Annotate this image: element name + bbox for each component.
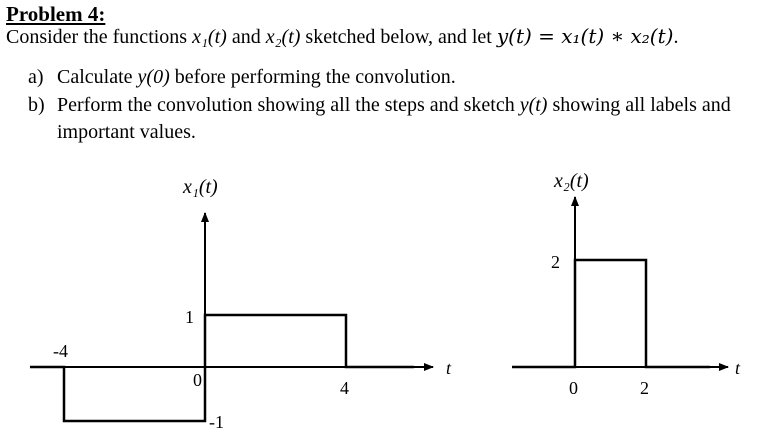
plot-x1-tick-neg1: -1: [209, 412, 224, 432]
part-b-text-after: showing all labels and: [547, 94, 731, 116]
plot-x1-tick-neg4: -4: [53, 341, 68, 361]
plot-x1-ylabel: x₁(t): [183, 176, 218, 198]
plot-x2: [512, 170, 741, 398]
intro-text-mid: and: [226, 26, 266, 48]
intro-text-before: Consider the functions: [6, 26, 193, 48]
plot-x2-xlabel: t: [735, 358, 741, 378]
plot-x2-tick-2x: 2: [640, 378, 649, 398]
part-a-label: a): [28, 66, 44, 88]
plot-x1-xlabel: t: [446, 358, 452, 378]
plot-x1-tick-1: 1: [185, 307, 194, 327]
part-b-line2: important values.: [57, 121, 196, 143]
plot-x2-tick-origin: 0: [569, 378, 578, 398]
part-a-expr: y(0): [137, 66, 170, 88]
plot-x2-tick-2y: 2: [551, 252, 560, 272]
intro-end: .: [673, 26, 679, 48]
plot-x1: [30, 176, 452, 432]
problem-title: Problem 4:: [6, 2, 106, 26]
intro-equation: y(t) = x₁(t) ∗ x₂(t): [496, 24, 674, 48]
part-b-label: b): [28, 94, 45, 116]
part-b-text-before: Perform the convolution showing all the steps and sketch: [57, 94, 520, 116]
part-b-expr: y(t): [519, 94, 548, 116]
intro-fn1: x₁(t): [192, 26, 227, 48]
part-a-text-before: Calculate: [57, 66, 138, 88]
plot-x1-tick-origin: 0: [193, 370, 202, 390]
intro-text-after: sketched below, and let: [300, 26, 497, 48]
plot-x1-tick-4: 4: [340, 378, 349, 398]
plot-x2-signal: [512, 260, 710, 367]
part-a-text-after: before performing the convolution.: [169, 66, 456, 88]
intro-fn2: x₂(t): [265, 26, 301, 48]
plot-x2-ylabel: x₂(t): [554, 170, 589, 192]
